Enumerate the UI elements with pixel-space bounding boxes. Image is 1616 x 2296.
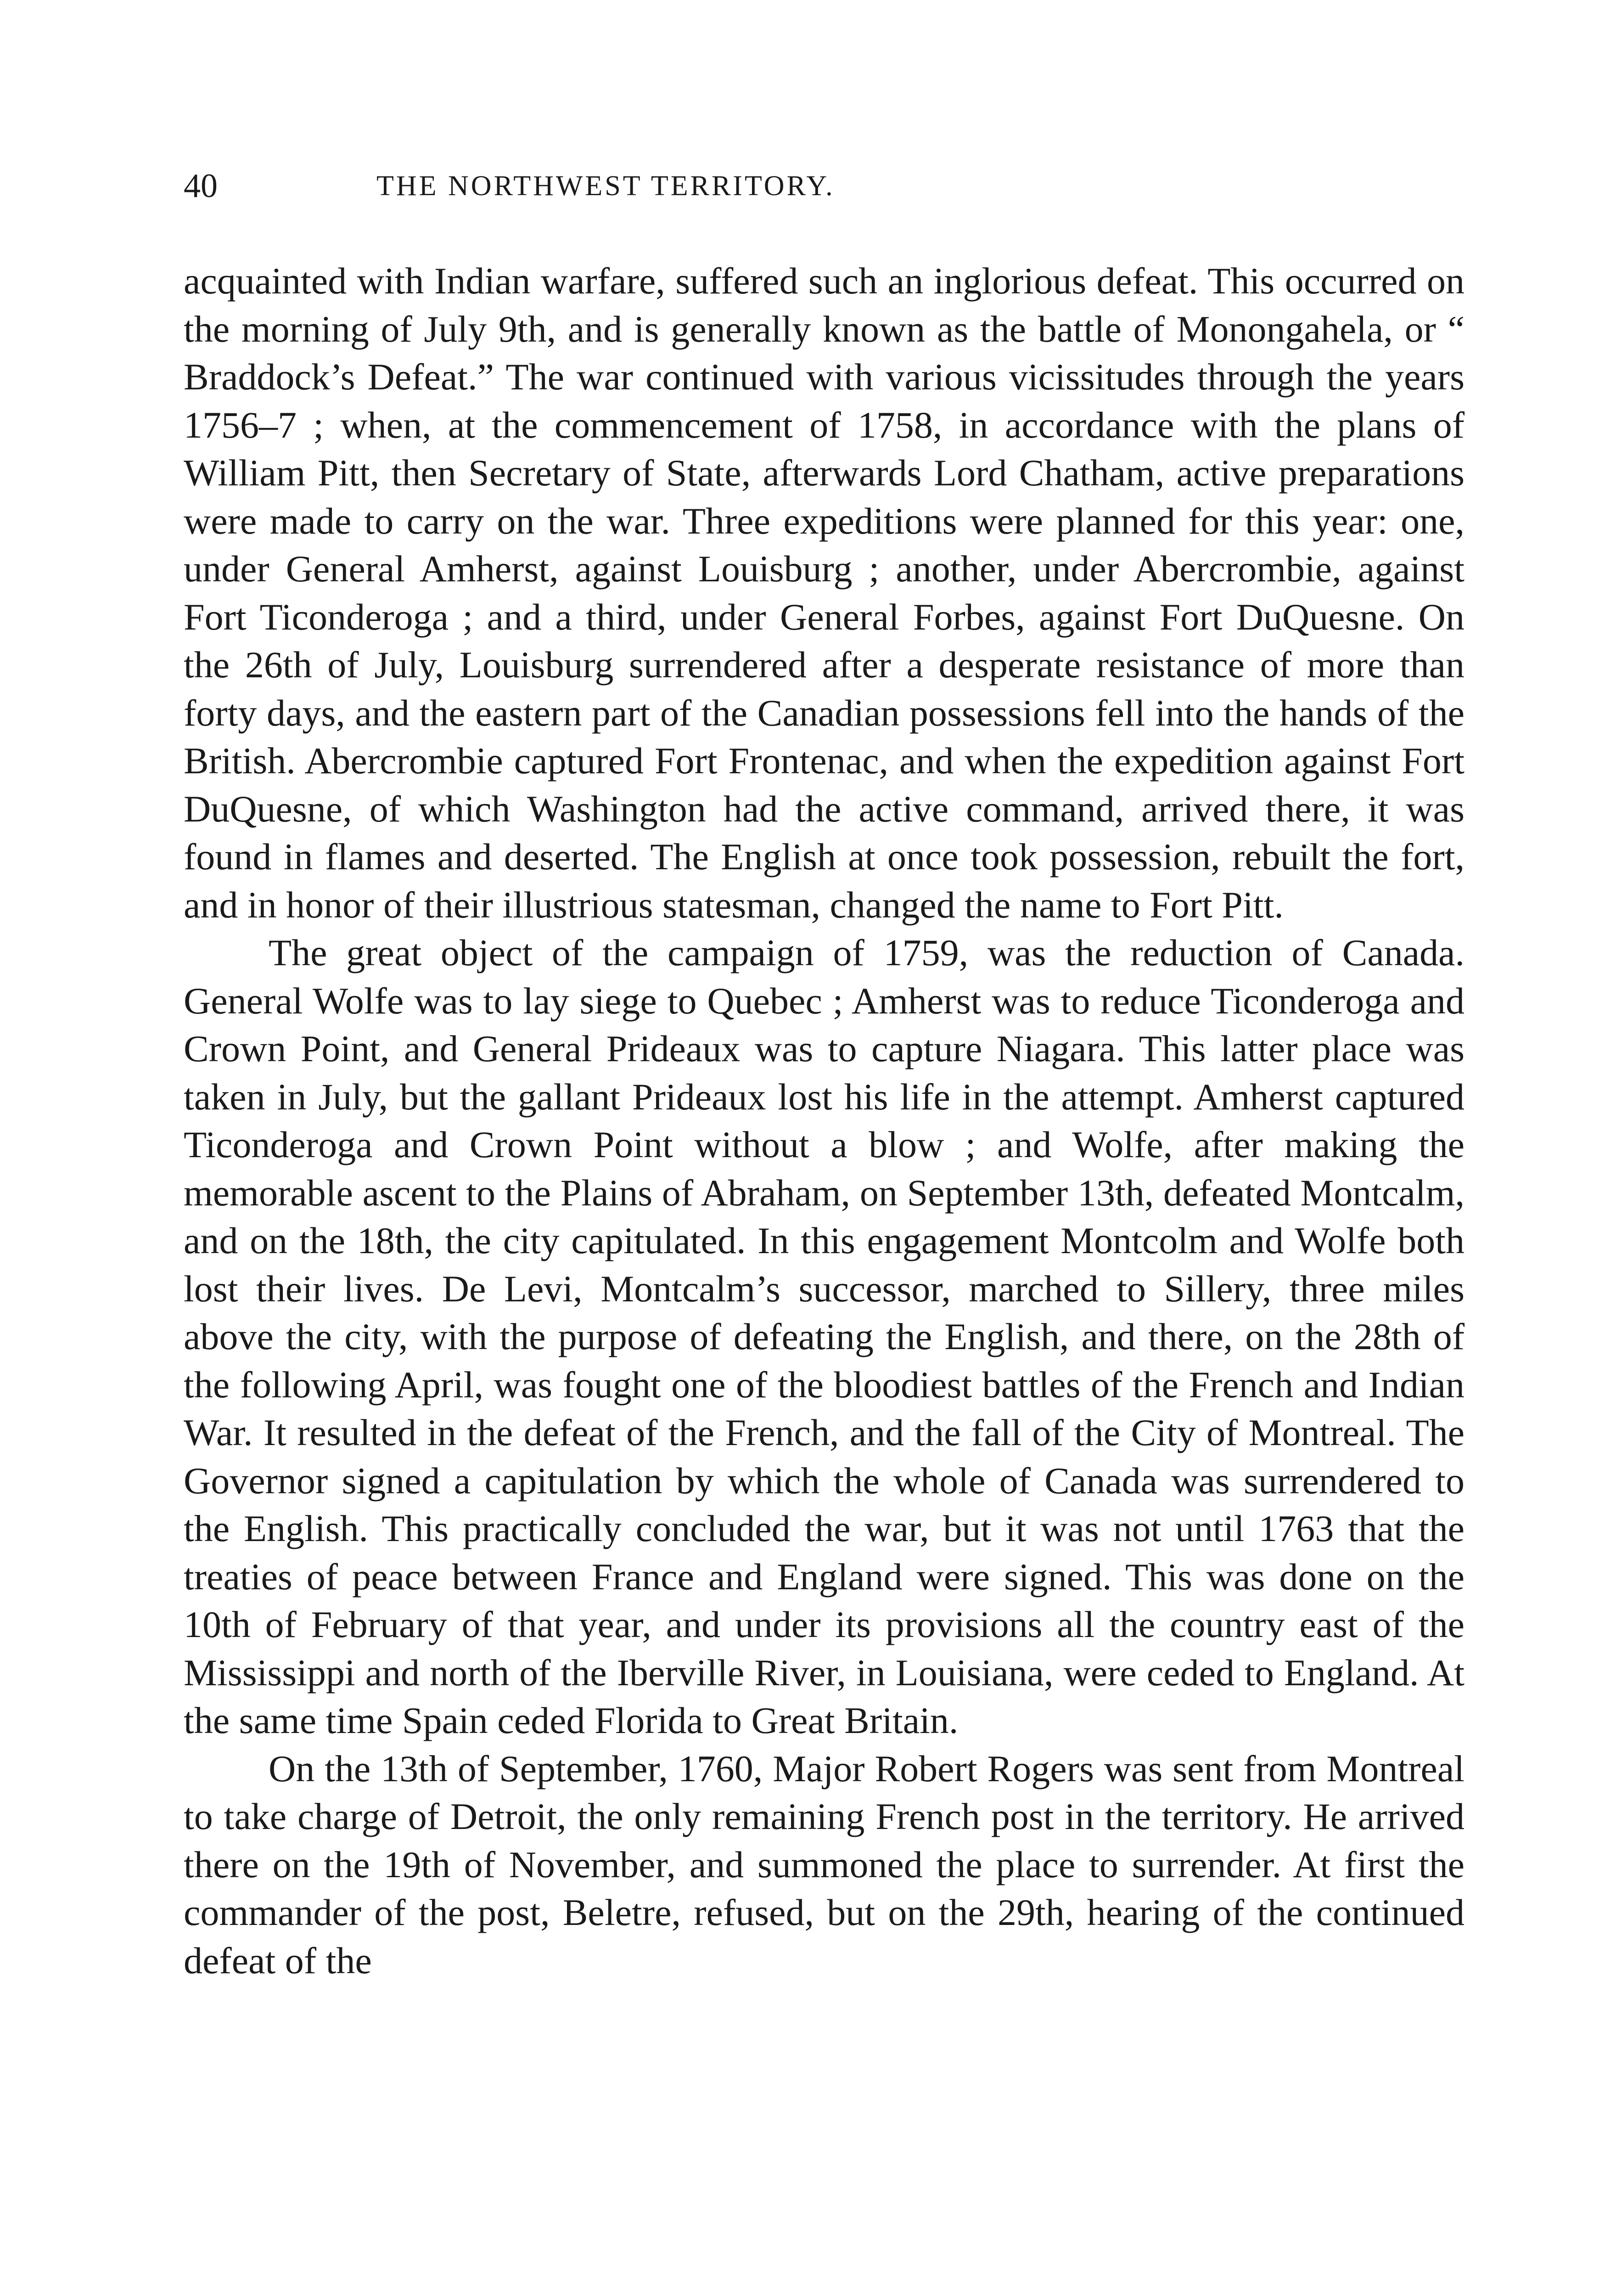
book-page	[184, 165, 1464, 1985]
running-header	[184, 165, 1464, 207]
body-text	[184, 257, 1464, 1985]
paragraph-braddock-defeat: acquainted with Indian warfare, suffered such an inglorious defeat. This occurred on the morning of July 9th, and is generally known as the battle of Monongahela, or “ Braddock’s Defeat.” The war continued with various vicissitudes through the years 1756–7 ; when, at the commencement of 1758, in accordance with the plans of William Pitt, then Secretary of State, afterwards Lord Chatham, active preparations were made to carry on the war. Three expeditions were planned for this year: one, under General Amherst, against Louisburg ; another, under Abercrombie, against Fort Ticonderoga ; and a third, under General Forbes, against Fort DuQuesne. On the 26th of July, Louisburg surrendered after a desperate resistance of more than forty days, and the eastern part of the Canadian possessions fell into the hands of the British. Abercrombie captured Fort Frontenac, and when the expedition against Fort DuQuesne, of which Washington had the active command, arrived there, it was found in flames and deserted. The English at once took possession, rebuilt the fort, and in honor of their illustrious statesman, changed the name to Fort Pitt.	[184, 260, 1464, 926]
paragraph-campaign-1759: The great object of the campaign of 1759, was the reduction of Canada. General Wolfe was to lay siege to Quebec ; Amherst was to reduce Ticonderoga and Crown Point, and General Prideaux was to capture Niagara. This latter place was taken in July, but the gallant Prideaux lost his life in the attempt. Amherst captured Ticonderoga and Crown Point without a blow ; and Wolfe, after making the memorable ascent to the Plains of Abraham, on September 13th, defeated Montcalm, and on the 18th, the city capitulated. In this engagement Montcolm and Wolfe both lost their lives. De Levi, Montcalm’s successor, marched to Sillery, three miles above the city, with the purpose of defeating the English, and there, on the 28th of the following April, was fought one of the bloodiest battles of the French and Indian War. It resulted in the defeat of the French, and the fall of the City of Montreal. The Governor signed a capitulation by which the whole of Canada was surrendered to the English. This practically concluded the war, but it was not until 1763 that the treaties of peace between France and England were signed. This was done on the 10th of February of that year, and under its provisions all the country east of the Mississippi and north of the Iberville River, in Louisiana, were ceded to England. At the same time Spain ceded Florida to Great Britain.	[184, 932, 1464, 1741]
paragraph-rogers-detroit: On the 13th of September, 1760, Major Robert Rogers was sent from Montreal to take charge of Detroit, the only remaining French post in the territory. He arrived there on the 19th of November, and summoned the place to surrender. At first the commander of the post, Beletre, refused, but on the 29th, hearing of the continued defeat of the	[184, 1747, 1464, 1981]
running-title: THE NORTHWEST TERRITORY.	[376, 170, 835, 202]
page-number: 40	[184, 167, 218, 205]
